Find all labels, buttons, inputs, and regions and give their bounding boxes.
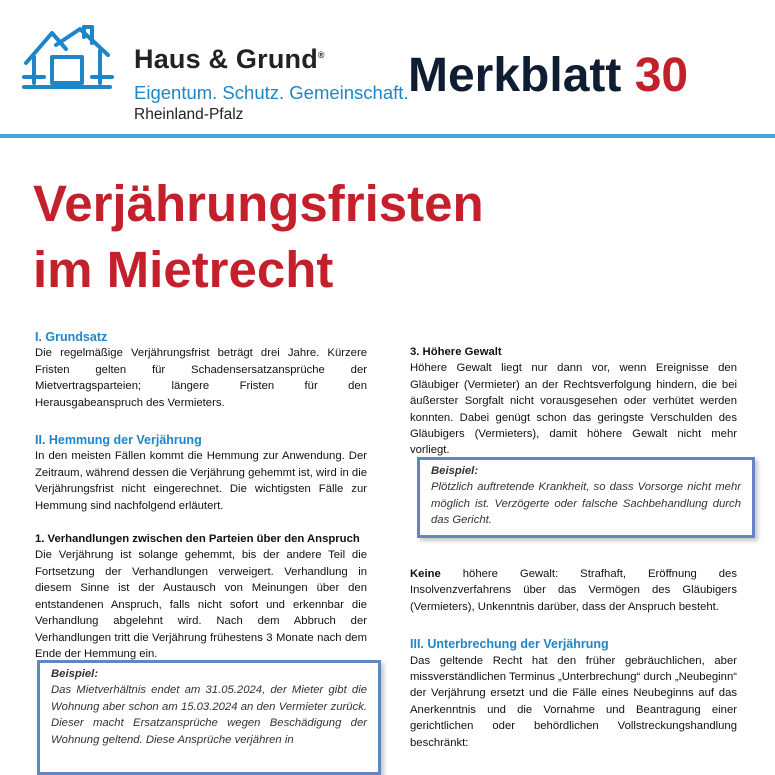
section-heading-unterbrechung: III. Unterbrechung der Verjährung [410,637,609,652]
example-label: Beispiel: [51,668,99,680]
header-divider [0,134,775,138]
subheading-hoehere-gewalt: 3. Höhere Gewalt [410,346,502,358]
example-box-right [417,457,755,538]
paragraph-verhandlungen: Die Verjährung ist solange gehemmt, bis der andere Teil die Fortsetzung der Verhandlungen verweigert. Verhandlung in diesem Sinne ist der Austausch von Meinungen über den entstandenen Anspruch, falls nicht sofort und erkennbar die Verhandlung abgelehnt wird. Nach dem Abbruch der Verhandlungen tritt die Verjährung frühestens 3 Monate nach dem Ende der Hemmung ein. [35,549,367,660]
section-heading-grundsatz: I. Grundsatz [35,330,108,344]
paragraph-hoehere-gewalt: Höhere Gewalt liegt nur dann vor, wenn Ereignisse den Gläubiger (Vermieter) an der Rechtsverfolgung hindern, die bei äußerster Sorgfalt nicht vorausgesehen oder verhütet werden konnten. Dabei genügt schon das geringste Verschulden des Gläubigers (Vermieters), damit höhere Gewalt nicht mehr vorliegt. [410,362,737,457]
merkblatt-label: Merkblatt 30 [408,49,689,102]
paragraph-keine-hoehere-gewalt: Keine höhere Gewalt: Strafhaft, Eröffnung des Insolvenzverfahrens über das Vermögen des Gläubigers (Vermieters), Unkenntnis darüber, dass der Anspruch besteht. [410,568,737,613]
paragraph-grundsatz: Die regelmäßige Verjährungsfrist beträgt drei Jahre. Kürzere Fristen gelten für Schadensersatzansprüche der Mietvertragsparteien; längere Fristen für den Herausgabeanspruch des Vermieters. [35,347,367,409]
paragraph-hemmung: In den meisten Fällen kommt die Hemmung zur Anwendung. Der Zeitraum, während dessen die Verjährung gehemmt ist, wird in die Verjährungsfrist nicht eingerechnet. Die wichtigsten Fälle zur Hemmung sind nachfolgend erläutert. [35,450,367,512]
paragraph-unterbrechung: Das geltende Recht hat den früher gebräuchlichen, aber missverständlichen Terminus „Unterbrechung“ durch „Neubeginn“ der Verjährung ersetzt und die Fälle eines Neubeginns auf das Anerkenntnis und die Vornahme und Beantragung einer gerichtlichen oder behördlichen Vollstreckungshandlung beschränkt: [410,654,737,749]
brand-region: Rheinland-Pfalz [134,106,244,123]
page-title: Verjährungsfristen im Mietrecht [33,175,484,298]
example-text: Plötzlich auftretende Krankheit, so dass Vorsorge nicht mehr möglich ist. Verzögerte oder falsche Sachbehandlung durch das Gericht. [431,481,741,527]
house-logo-icon [22,25,114,95]
merkblatt-number: 30 [634,49,689,102]
example-text: Das Mietverhältnis endet am 31.05.2024, der Mieter gibt die Wohnung aber schon am 15.03.2024 an den Vermieter zurück. Dieser macht Ersatzansprüche wegen Beschädigung der Wohnung geltend. Diese Ansprüche verjähren in [51,684,367,746]
page-header [0,0,775,140]
left-column [35,329,367,662]
right-column-lower [410,566,737,751]
right-column [410,344,737,459]
subheading-verhandlungen: 1. Verhandlungen zwischen den Parteien über den Anspruch [35,533,360,546]
brand-name: Haus & Grund® [134,44,325,74]
example-label: Beispiel: [431,465,479,477]
example-box-left [37,660,381,775]
brand-tagline: Eigentum. Schutz. Gemeinschaft. [134,82,409,103]
section-heading-hemmung: II. Hemmung der Verjährung [35,433,202,448]
